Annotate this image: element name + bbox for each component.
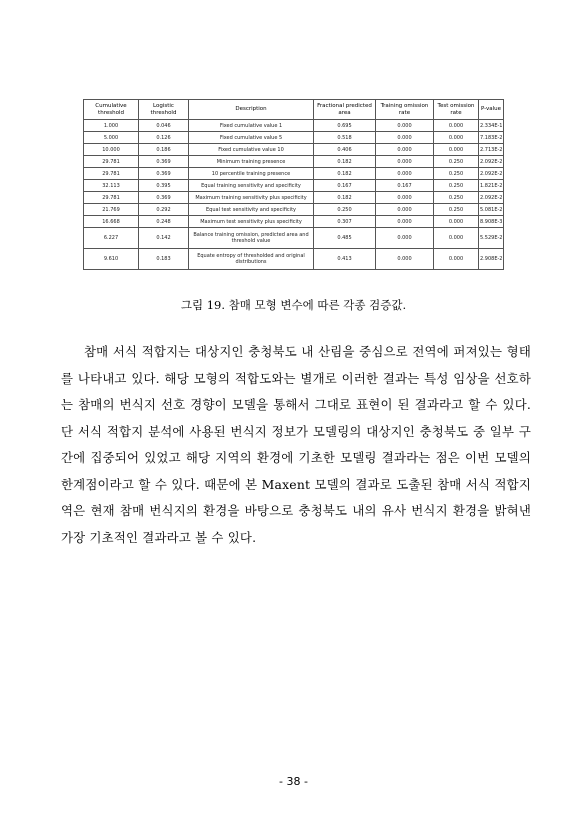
table-cell: 0.406: [314, 144, 376, 156]
table-cell: Maximum test sensitivity plus specificity: [189, 216, 314, 228]
table-cell: 0.518: [314, 132, 376, 144]
header-fractional-predicted-area: Fractional predicted area: [314, 100, 376, 120]
table-row: [84, 144, 504, 156]
table-cell: 1.000: [84, 120, 139, 132]
table-row: [84, 168, 504, 180]
table-cell: 0.369: [139, 156, 189, 168]
table-cell: 0.182: [314, 192, 376, 204]
table-cell: 0.000: [434, 228, 479, 249]
table-cell: 0.250: [434, 156, 479, 168]
table-cell: 0.250: [434, 192, 479, 204]
table-cell: 29.781: [84, 168, 139, 180]
table-cell: 32.113: [84, 180, 139, 192]
table-cell: 2.092E-2: [479, 168, 504, 180]
table-cell: 0.000: [376, 249, 434, 270]
table-cell: 0.167: [376, 180, 434, 192]
header-training-omission-rate: Training omission rate: [376, 100, 434, 120]
table-cell: 0.183: [139, 249, 189, 270]
table-row: [84, 120, 504, 132]
page-number: - 38 -: [279, 775, 308, 788]
table-cell: 0.250: [434, 180, 479, 192]
table-cell: 10.000: [84, 144, 139, 156]
table-cell: 9.610: [84, 249, 139, 270]
table-cell: Minimum training presence: [189, 156, 314, 168]
table-cell: 0.000: [434, 144, 479, 156]
header-cumulative-threshold: Cumulative threshold: [84, 100, 139, 120]
table-cell: 0.395: [139, 180, 189, 192]
table-cell: 0.485: [314, 228, 376, 249]
table-cell: 0.000: [434, 249, 479, 270]
table-cell: 0.292: [139, 204, 189, 216]
table-row: [84, 180, 504, 192]
table-cell: 0.167: [314, 180, 376, 192]
table-cell: Balance training omission, predicted area and threshold value: [189, 228, 314, 249]
table-cell: 0.182: [314, 168, 376, 180]
table-cell: 0.413: [314, 249, 376, 270]
table-cell: 0.186: [139, 144, 189, 156]
table-row: [84, 132, 504, 144]
table-header-row: [84, 100, 504, 120]
table-cell: 7.183E-2: [479, 132, 504, 144]
table-cell: 2.092E-2: [479, 156, 504, 168]
table-cell: Equal test sensitivity and specificity: [189, 204, 314, 216]
table-cell: 16.668: [84, 216, 139, 228]
table-cell: 21.769: [84, 204, 139, 216]
table-cell: 0.000: [434, 132, 479, 144]
table-cell: 29.781: [84, 156, 139, 168]
table-cell: 0.695: [314, 120, 376, 132]
header-test-omission-rate: Test omission rate: [434, 100, 479, 120]
table-cell: 0.000: [376, 204, 434, 216]
table-cell: 2.092E-2: [479, 192, 504, 204]
table-cell: 6.227: [84, 228, 139, 249]
table-cell: 0.369: [139, 192, 189, 204]
table-cell: 0.000: [376, 216, 434, 228]
table-cell: Fixed cumulative value 5: [189, 132, 314, 144]
table-row: [84, 192, 504, 204]
table-cell: 0.000: [376, 132, 434, 144]
figure-caption: 그림 19. 참매 모형 변수에 따른 각종 검증값.: [180, 298, 407, 312]
table-cell: 0.000: [434, 120, 479, 132]
table-row: [84, 204, 504, 216]
table-row: [84, 249, 504, 270]
header-logistic-threshold: Logistic threshold: [139, 100, 189, 120]
table-cell: 5.000: [84, 132, 139, 144]
table-cell: 2.908E-2: [479, 249, 504, 270]
table-cell: 10 percentile training presence: [189, 168, 314, 180]
validation-table: [83, 99, 504, 270]
table-cell: 5.081E-2: [479, 204, 504, 216]
table-cell: 0.046: [139, 120, 189, 132]
table-cell: 0.250: [314, 204, 376, 216]
table-cell: 0.307: [314, 216, 376, 228]
table-cell: Equal training sensitivity and specificity: [189, 180, 314, 192]
header-description: Description: [189, 100, 314, 120]
table-cell: 0.250: [434, 168, 479, 180]
table-row: [84, 216, 504, 228]
table-cell: Fixed cumulative value 1: [189, 120, 314, 132]
table-cell: 2.713E-2: [479, 144, 504, 156]
table-cell: Maximum training sensitivity plus specificity: [189, 192, 314, 204]
table-cell: 0.182: [314, 156, 376, 168]
table-cell: 8.908E-3: [479, 216, 504, 228]
table-cell: Fixed cumulative value 10: [189, 144, 314, 156]
table-cell: 0.142: [139, 228, 189, 249]
table-cell: 0.000: [376, 120, 434, 132]
table-row: [84, 228, 504, 249]
table-cell: 0.000: [376, 228, 434, 249]
table-cell: 1.821E-2: [479, 180, 504, 192]
table-cell: Equate entropy of thresholded and original distributions: [189, 249, 314, 270]
table-cell: 0.000: [376, 192, 434, 204]
table-cell: 5.529E-2: [479, 228, 504, 249]
table-cell: 0.000: [376, 168, 434, 180]
table-cell: 2.334E-1: [479, 120, 504, 132]
table-cell: 0.248: [139, 216, 189, 228]
table-cell: 0.369: [139, 168, 189, 180]
table-cell: 0.000: [376, 156, 434, 168]
table-cell: 0.000: [376, 144, 434, 156]
table-row: [84, 156, 504, 168]
table-cell: 0.250: [434, 204, 479, 216]
table-cell: 29.781: [84, 192, 139, 204]
body-paragraph: 참매 서식 적합지는 대상지인 충청북도 내 산림을 중심으로 전역에 퍼져있는 형태를 나타내고 있다. 해당 모형의 적합도와는 별개로 이러한 결과는 특성 임상을 선호하는 참매의 번식지 선호 경향이 모델을 통해서 그대로 표현이 된 결과라고 할 수 있다. 단 서식 적합지 분석에 사용된 번식지 정보가 모델링의 대상지인 충청북도 중 일부 구간에 집중되어 있었고 해당 지역의 환경에 기초한 모델링 결과라는 점은 이번 모델의 한계점이라고 할 수 있다. 때문에 본 Maxent 모델의 결과로 도출된 참매 서식 적합지역은 현재 참매 번식지의 환경을 바탕으로 충청북도 내의 유사 번식지 환경을 밝혀낸 가장 기초적인 결과라고 볼 수 있다.: [61, 344, 531, 545]
table-cell: 0.000: [434, 216, 479, 228]
table-cell: 0.126: [139, 132, 189, 144]
header-p-value: P-value: [479, 100, 504, 120]
